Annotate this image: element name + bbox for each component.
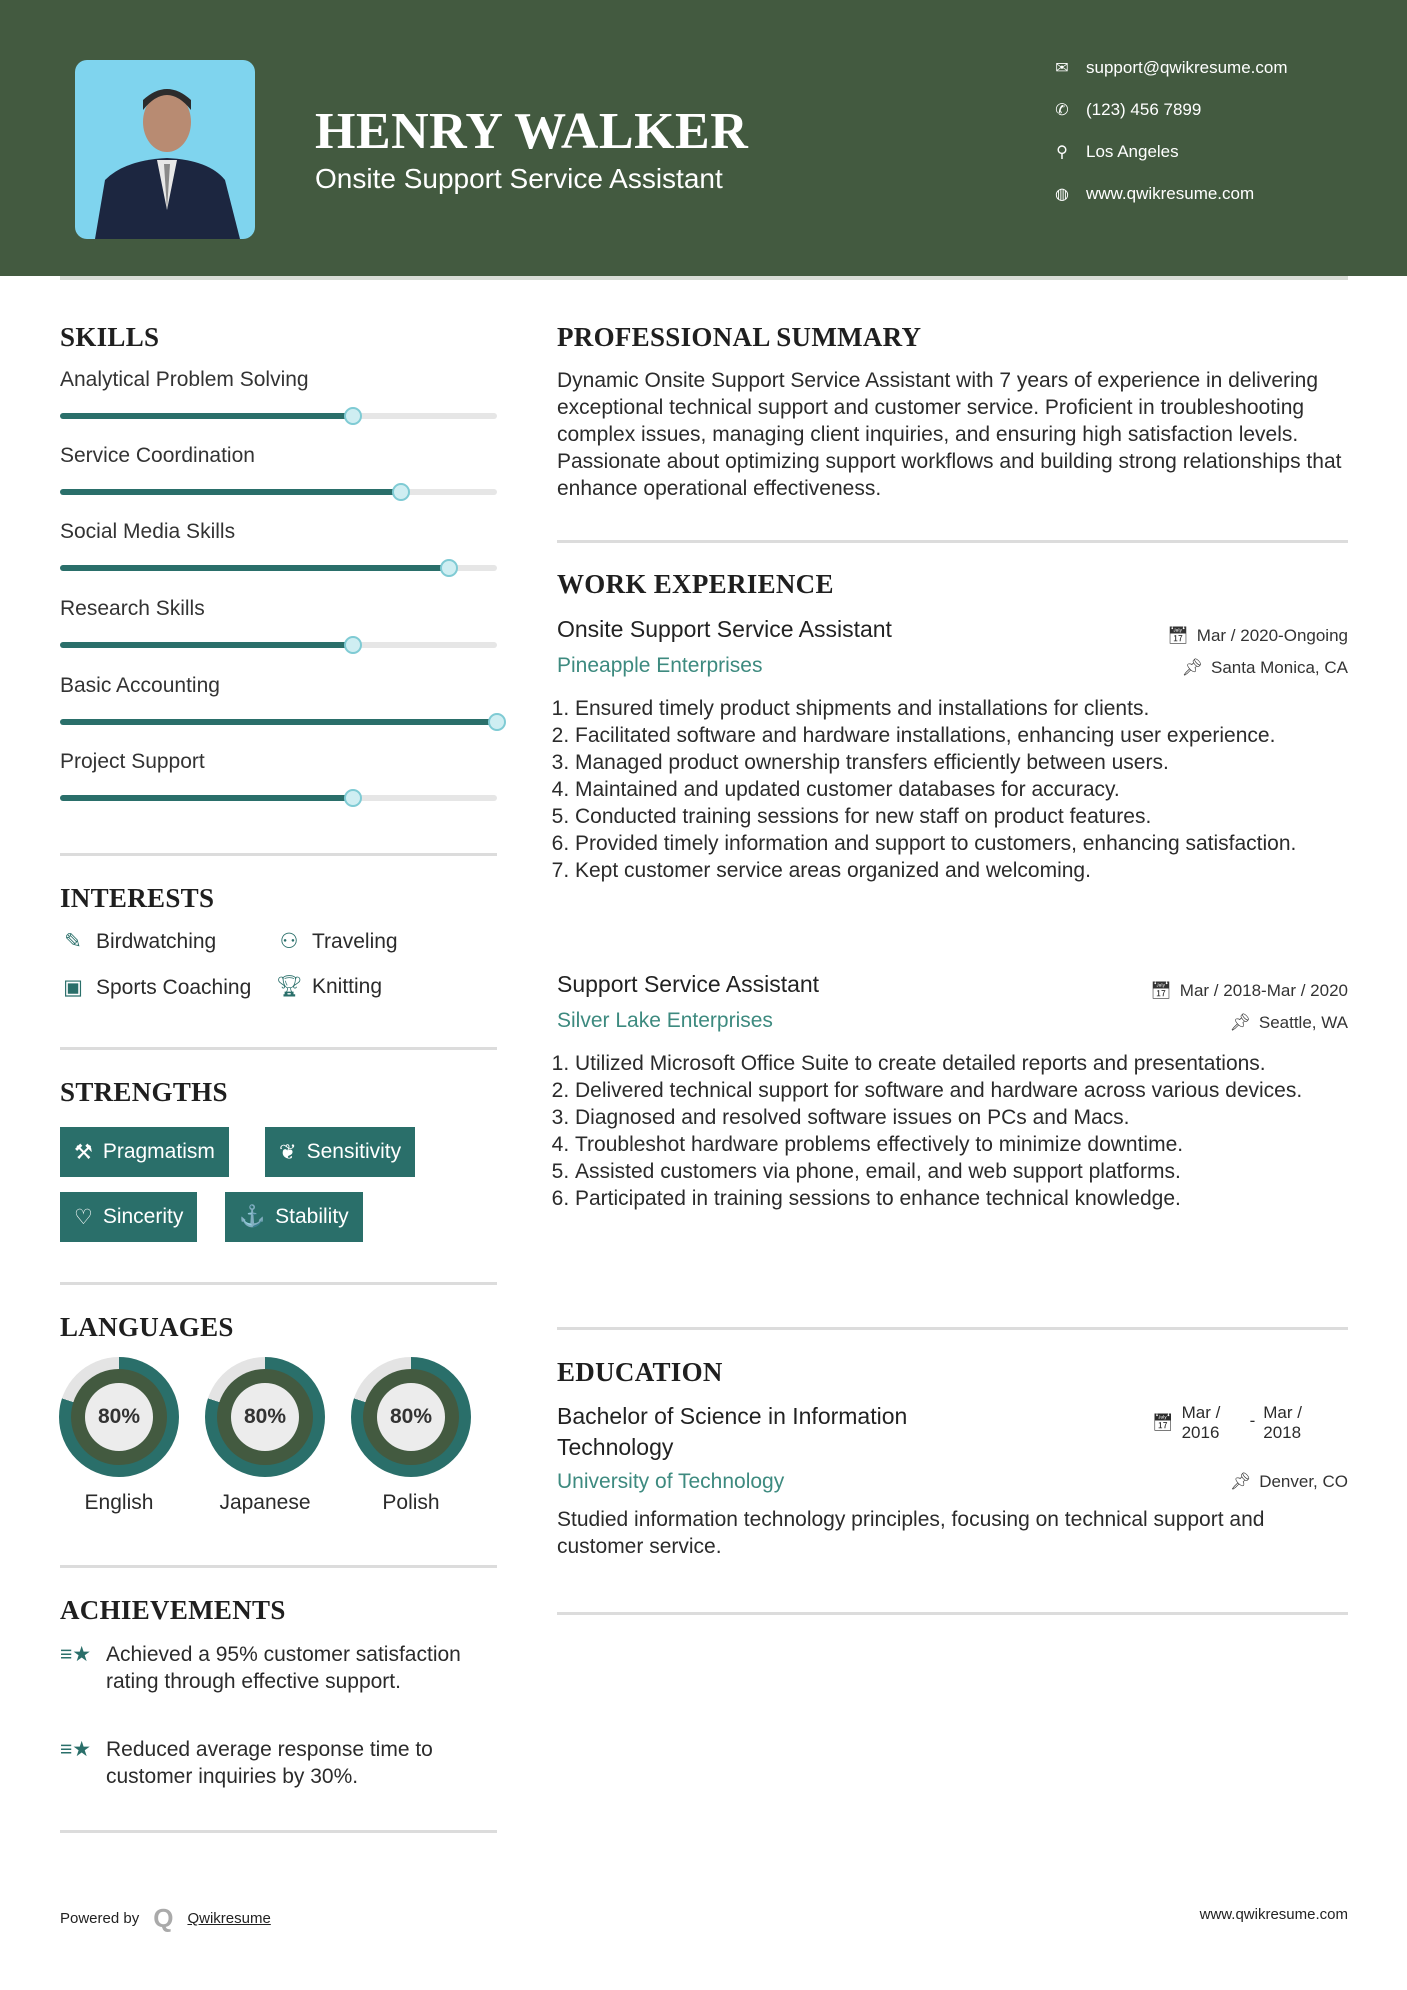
leaf-icon: ❦ <box>279 1140 297 1164</box>
language-name: Japanese <box>219 1491 311 1514</box>
language-name: Polish <box>382 1491 440 1514</box>
achievement-item <box>60 1641 497 1695</box>
envelope-icon: ✉ <box>1055 60 1069 77</box>
pushpin-icon: 📌︎ <box>1229 1013 1251 1032</box>
website-text: www.qwikresume.com <box>1086 184 1255 203</box>
pushpin-icon: 📌︎ <box>1181 658 1203 677</box>
skill-bar-knob <box>392 483 410 501</box>
interest-item <box>276 929 398 954</box>
education-location <box>1230 1472 1348 1492</box>
interest-label: Birdwatching <box>96 929 217 953</box>
divider <box>557 1612 1348 1615</box>
skill-label: Analytical Problem Solving <box>60 368 309 391</box>
skill-bar-fill <box>60 565 449 571</box>
skill-bar-fill <box>60 795 353 801</box>
interest-label: Sports Coaching <box>96 975 252 999</box>
divider <box>557 540 1348 543</box>
powered-label: Powered by <box>60 1910 140 1927</box>
skill-label: Research Skills <box>60 597 205 620</box>
divider <box>60 1565 497 1568</box>
job-bullet: 2. Delivered technical support for software and hardware across various devices. <box>575 1077 1317 1104</box>
location-text: Seattle, WA <box>1258 1013 1348 1032</box>
language-ring <box>59 1357 179 1477</box>
skill-bar <box>60 413 497 419</box>
interest-item <box>60 975 251 1000</box>
star-icon: ≡★ <box>60 1643 92 1666</box>
calendar-icon: 📅︎ <box>1150 981 1172 1000</box>
job-bullets <box>557 1050 1317 1212</box>
job-bullet: 4. Troubleshot hardware problems effectively to minimize downtime. <box>575 1131 1317 1158</box>
profile-photo <box>75 60 255 239</box>
interest-label: Traveling <box>312 929 398 953</box>
map-pin-icon: ⚲ <box>1056 144 1068 161</box>
skill-bar <box>60 719 497 725</box>
achievements-heading: ACHIEVEMENTS <box>60 1595 286 1625</box>
language-ring <box>205 1357 325 1477</box>
skill-label: Basic Accounting <box>60 674 220 697</box>
end-date: Mar / 2018 <box>1263 1403 1302 1442</box>
job-date <box>1150 981 1348 1001</box>
divider <box>60 1830 497 1833</box>
footer-url[interactable]: www.qwikresume.com <box>1199 1906 1348 1923</box>
anchor-icon: ⚓ <box>239 1205 266 1228</box>
skill-bar <box>60 489 497 495</box>
strength-tag <box>60 1192 197 1242</box>
interest-item <box>60 929 216 954</box>
qwikresume-logo-icon: Q <box>153 1903 174 1933</box>
company-name: Silver Lake Enterprises <box>557 1009 773 1032</box>
skill-label: Social Media Skills <box>60 520 236 543</box>
interest-label: Knitting <box>312 975 383 998</box>
skill-bar-fill <box>60 642 353 648</box>
language-ring <box>351 1357 471 1477</box>
brand-link[interactable]: Qwikresume <box>187 1910 271 1927</box>
pencil-square-icon: ✎ <box>64 930 82 953</box>
school-name: University of Technology <box>557 1470 785 1493</box>
achievement-item <box>60 1736 497 1790</box>
interest-item <box>276 975 382 999</box>
job-bullet: 6. Participated in training sessions to enhance technical knowledge. <box>575 1185 1317 1212</box>
strength-tag <box>265 1127 415 1177</box>
language-name: English <box>84 1491 154 1514</box>
skill-bar <box>60 565 497 571</box>
skill-bar-fill <box>60 413 353 419</box>
email-text: support@qwikresume.com <box>1086 58 1288 77</box>
divider <box>557 1327 1348 1330</box>
calendar-icon: 📅︎ <box>1152 1413 1174 1432</box>
job-location <box>1181 658 1348 678</box>
skill-bar-knob <box>488 713 506 731</box>
skill-bar-knob <box>344 407 362 425</box>
calendar-icon: 📅︎ <box>1167 626 1189 645</box>
gavel-icon: ⚒ <box>74 1140 93 1164</box>
date-text: Mar / 2020-Ongoing <box>1196 626 1348 645</box>
skill-bar-knob <box>440 559 458 577</box>
strength-tag <box>225 1192 363 1242</box>
divider <box>60 1282 497 1285</box>
job-bullet: 3. Managed product ownership transfers efficiently between users. <box>575 749 1297 776</box>
divider <box>60 853 497 856</box>
contact-location <box>1052 142 1179 162</box>
job-bullet: 7. Kept customer service areas organized and welcoming. <box>575 857 1297 884</box>
job-bullets <box>557 695 1297 884</box>
work-heading: WORK EXPERIENCE <box>557 569 834 599</box>
job-bullet: 5. Assisted customers via phone, email, and web support platforms. <box>575 1158 1317 1185</box>
phone-icon: ✆ <box>1055 102 1069 119</box>
skill-bar-fill <box>60 489 401 495</box>
location-text: Denver, CO <box>1259 1472 1348 1491</box>
skill-bar <box>60 795 497 801</box>
job-bullet: 6. Provided timely information and support to customers, enhancing satisfaction. <box>575 830 1297 857</box>
candidate-name: HENRY WALKER <box>315 103 749 160</box>
contact-email[interactable] <box>1052 58 1288 78</box>
job-bullet: 5. Conducted training sessions for new staff on product features. <box>575 803 1297 830</box>
summary-text: Dynamic Onsite Support Service Assistant with 7 years of experience in delivering exceptional technical support and customer service. Proficient in troubleshooting complex issues, managing client inquiries, and ensuring high satisfaction levels. Passionate about optimizing support workflows and building strong relationships that enhance operational effectiveness. <box>557 369 1342 500</box>
divider <box>60 1047 497 1050</box>
strength-tag <box>60 1127 229 1177</box>
language-percent: 80% <box>231 1383 299 1451</box>
language-percent: 80% <box>377 1383 445 1451</box>
footer-powered <box>60 1903 271 1934</box>
phone-text: (123) 456 7899 <box>1086 100 1202 119</box>
start-date: Mar / 2016 <box>1181 1403 1221 1442</box>
skill-bar-knob <box>344 636 362 654</box>
skill-bar-knob <box>344 789 362 807</box>
job-title: Support Service Assistant <box>557 971 820 997</box>
job-date <box>1167 626 1348 646</box>
skill-label: Project Support <box>60 750 205 773</box>
strength-label: Stability <box>275 1205 349 1228</box>
divider <box>60 276 1348 280</box>
job-bullet: 3. Diagnosed and resolved software issues on PCs and Macs. <box>575 1104 1317 1131</box>
skill-bar-fill <box>60 719 497 725</box>
language-item <box>205 1357 325 1515</box>
heart-icon: ♡ <box>74 1205 93 1229</box>
company-name: Pineapple Enterprises <box>557 654 763 677</box>
contact-website[interactable] <box>1052 184 1254 204</box>
pushpin-icon: 📌︎ <box>1229 1472 1252 1491</box>
star-icon: ≡★ <box>60 1738 92 1761</box>
job-bullet: 1. Utilized Microsoft Office Suite to create detailed reports and presentations. <box>575 1050 1317 1077</box>
location-text: Santa Monica, CA <box>1210 658 1348 677</box>
languages-heading: LANGUAGES <box>60 1312 234 1342</box>
education-heading: EDUCATION <box>557 1357 723 1387</box>
contact-phone <box>1052 100 1201 120</box>
job-bullet: 4. Maintained and updated customer databases for accuracy. <box>575 776 1297 803</box>
achievement-text: Reduced average response time to customer inquiries by 30%. <box>106 1738 433 1788</box>
skills-heading: SKILLS <box>60 322 160 352</box>
job-location <box>1229 1013 1348 1033</box>
education-text: Studied information technology principles, focusing on technical support and customer service. <box>557 1508 1265 1558</box>
achievement-text: Achieved a 95% customer satisfaction rating through effective support. <box>106 1643 461 1693</box>
date-text: Mar / 2018-Mar / 2020 <box>1179 981 1348 1000</box>
degree-title: Bachelor of Science in Information Technology <box>557 1403 908 1460</box>
language-item <box>351 1357 471 1515</box>
binoculars-icon: ⚇ <box>279 930 299 953</box>
skill-label: Service Coordination <box>60 444 255 467</box>
job-bullet: 1. Ensured timely product shipments and installations for clients. <box>575 695 1297 722</box>
location-text: Los Angeles <box>1086 142 1179 161</box>
strength-label: Pragmatism <box>102 1140 215 1163</box>
briefcase-icon: ▣ <box>63 976 83 999</box>
skill-bar <box>60 642 497 648</box>
strength-label: Sincerity <box>102 1205 184 1228</box>
job-title: Onsite Support Service Assistant <box>557 616 892 642</box>
language-item <box>59 1357 179 1515</box>
interests-heading: INTERESTS <box>60 883 215 913</box>
strength-label: Sensitivity <box>306 1140 402 1163</box>
globe-icon: ◍ <box>1055 186 1069 203</box>
summary-heading: PROFESSIONAL SUMMARY <box>557 322 922 352</box>
strengths-heading: STRENGTHS <box>60 1077 228 1107</box>
candidate-title: Onsite Support Service Assistant <box>315 163 723 194</box>
education-date: 📅︎ Mar / 2016 - Mar / 2018 <box>1152 1403 1323 1443</box>
language-percent: 80% <box>85 1383 153 1451</box>
job-bullet: 2. Facilitated software and hardware installations, enhancing user experience. <box>575 722 1297 749</box>
trophy-icon: 🏆︎ <box>276 975 303 998</box>
